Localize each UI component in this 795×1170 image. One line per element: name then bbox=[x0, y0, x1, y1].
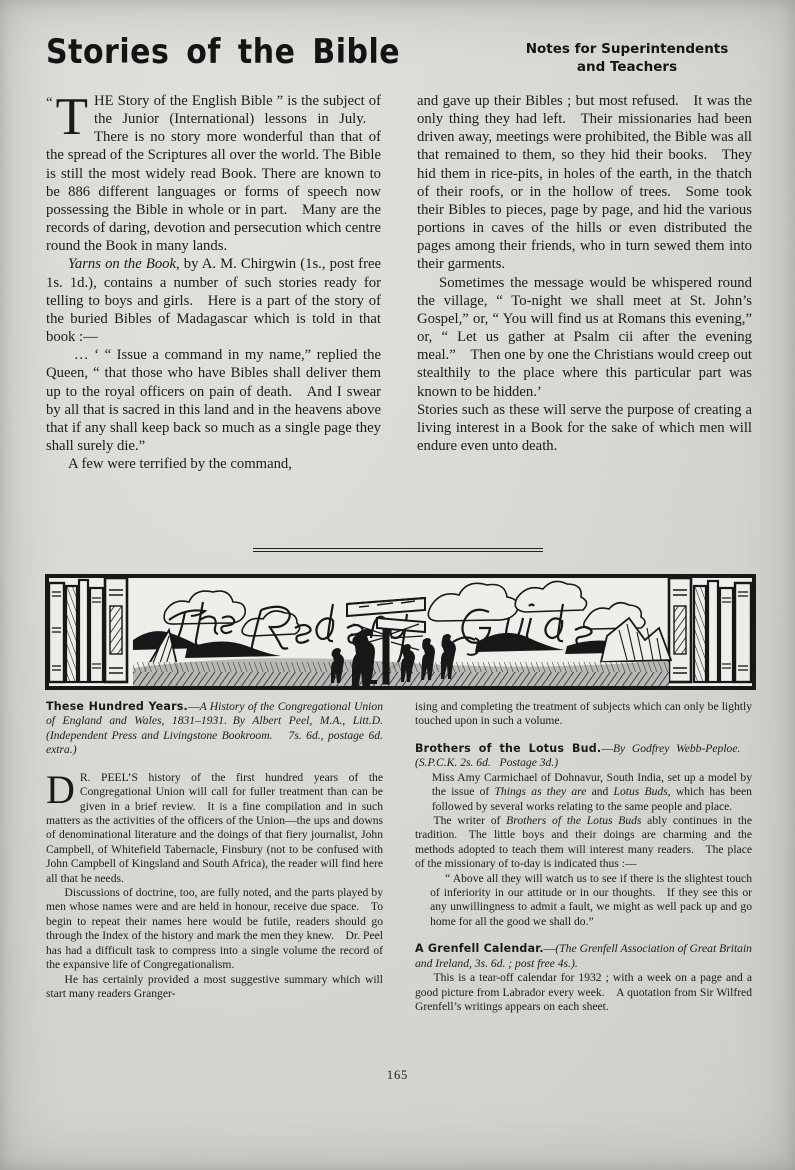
page-number: 165 bbox=[386, 1068, 409, 1082]
drop-cap-t: T bbox=[55, 88, 89, 146]
readers-guide-columns bbox=[46, 700, 752, 1014]
review-heading-a-grenfell-calendar bbox=[415, 942, 752, 971]
lotus-pull-quote: “ Above all they will watch us to see if there is the slightest touch of inferiority in our attitude or in our thoughts. If they see this or any unwillingness to admit a fault, we might as well pack up and go home for all the good we shall do.” bbox=[430, 871, 752, 928]
article-paragraph-5: and gave up their Bibles ; but most refused. It was the only thing they had left. Their missionaries had been driven away, meetings were prohibited, the Bible was all that remained to them, so they hid their books. They hid them in rice-pits, in holes of the earth, in the thatch of their roofs, or in the hollow of trees. Some took their Bibles to pieces, page by page, and hid the various portions in caves of the hills or even distributed the pages among their friends, who in turn sewed them into their garments. bbox=[417, 93, 752, 273]
review-heading-these-hundred-years bbox=[46, 700, 383, 758]
masthead bbox=[46, 32, 752, 76]
book-title-yarns: Yarns on the Book bbox=[68, 256, 177, 273]
lotus-body-paragraph-2 bbox=[415, 814, 752, 872]
drop-cap-d: D bbox=[46, 766, 75, 812]
banner-illustration bbox=[47, 576, 754, 688]
page-title: Stories of the Bible bbox=[46, 32, 401, 72]
grenfell-body-paragraph: This is a tear-off calendar for 1932 ; with a week on a page and a good picture from Labrador every week. A quotation from Sir Wilfred Grenfell’s writings appears on each sheet. bbox=[415, 971, 752, 1014]
em-dash: — bbox=[601, 741, 613, 755]
review-body-paragraph-3: He has certainly provided a most suggestive summary which will start many readers Granger- bbox=[46, 972, 383, 1001]
article-paragraph-2-text: , by A. M. Chirgwin (1s., post free 1s. 1d.), contains a number of such stories ready for telling to boys and girls. Here is a part of the story of the buried Bibles of Madagascar which is told in that book :— bbox=[46, 256, 381, 346]
article-paragraph-3: … ‘ “ Issue a command in my name,” replied the Queen, “ that those who have Bibles shall deliver them up to the royal officers on pain of death. And I swear by all that is sacred in this land and in the heavens above that if any shall keep back so much as a single page they shall surely die.” bbox=[46, 347, 381, 454]
review-body-paragraph-1-text: R. PEEL’S history of the first hundred years of the Congregational Union will call for fuller treatment than can be given in a brief review. It is a fine compilation and in such matters as the activities of the officers of the Union—the ups and downs of denominational literature and the doings of that fiery journalist, John Campbell, of Whitefield Tabernacle, Finsbury (not to be confused with John Campbell of Kingsland and South Africa), the reader will find here all that he needs. bbox=[46, 770, 383, 885]
readers-guide-banner bbox=[45, 574, 756, 690]
review-byline: By Godfrey Webb-Peploe. (S.P.C.K. 2s. 6d. Postage 3d.) bbox=[415, 741, 752, 770]
review-heading-brothers-of-the-lotus-bud bbox=[415, 742, 752, 771]
book-title-lotus-buds: Lotus Buds bbox=[613, 785, 668, 799]
article-paragraph-6: Sometimes the message would be whispered round the village, “ To-night we shall meet at St. John’s Gospel,” or, “ You will find us at Romans this evening,” or, “ Let us gather at Psalm cii after the evening meal.” Then one by one the Christians would creep out stealthily to the place where this particular part was known to be hidden.’ bbox=[417, 274, 752, 400]
article-paragraph-1-text: HE Story of the English Bible ” is the subject of the Junior (International) lessons in July. There is no story more wonderful than that of the spread of the Scriptures all over the world. The Bible is still the most widely read Book. There are known to be 886 different languages or forms of speech now possessing the Bible in whole or in part. Many are the records of daring, devotion and persecution which centre round the Book in many lands. bbox=[46, 93, 381, 255]
em-dash: — bbox=[543, 942, 556, 956]
article-column-right bbox=[417, 92, 752, 473]
lotus-p1-c: , which has been followed by several works relating to the same people and place. bbox=[431, 785, 752, 813]
em-dash: — bbox=[187, 700, 200, 713]
book-spines-right bbox=[669, 578, 751, 682]
lotus-body-paragraph-1 bbox=[415, 771, 752, 814]
notes-heading-line2: and Teachers bbox=[576, 59, 678, 76]
review-title: Brothers of the Lotus Bud. bbox=[415, 741, 602, 755]
article-paragraph-2 bbox=[46, 255, 381, 346]
article-column-left bbox=[46, 88, 381, 473]
notes-heading-line1: Notes for Superintendents bbox=[525, 41, 729, 57]
review-body-paragraph-1 bbox=[46, 766, 383, 886]
lotus-p1-b: and bbox=[586, 785, 614, 799]
lotus-p2-a: The writer of bbox=[433, 813, 507, 827]
guide-column-left bbox=[46, 700, 383, 1014]
book-spines-left bbox=[49, 578, 127, 682]
guide-column-right bbox=[415, 700, 752, 1014]
article-paragraph-7: Stories such as these will serve the purpose of creating a living interest in a Book for the sake of which men will endure even unto death. bbox=[417, 401, 752, 454]
review-title: A Grenfell Calendar. bbox=[415, 942, 544, 956]
article-paragraph-1 bbox=[46, 88, 381, 255]
article-paragraph-4: A few were terrified by the command, bbox=[68, 456, 292, 473]
review-body-paragraph-2: Discussions of doctrine, too, are fully noted, and the parts played by men whose names were and are held in honour, receive due space. To begin to repeat their names here would be futile, readers should go through the Index of the history and mark the men they knew. Dr. Peel has had a difficult task to compress into a single volume the record of the expansive life of Congregationalism. bbox=[46, 886, 383, 972]
notes-heading bbox=[502, 36, 752, 76]
article-columns bbox=[46, 88, 752, 473]
review-imprint: (The Grenfell Association of Great Britain and Ireland, 3s. 6d. ; post free 4s.). bbox=[415, 942, 752, 970]
lotus-p1-a: Miss Amy Carmichael of Dohnavur, South India, set up a model by the issue of bbox=[431, 770, 752, 799]
section-divider-rule bbox=[253, 548, 543, 552]
lotus-p2-b: ably continues in the tradition. The little boys and their doings are charming and the methods adopted to teach them will interest many readers. The place of the missionary of to-day is indicated thus :— bbox=[415, 813, 752, 871]
book-title-things-as-they-are: Things as they are bbox=[494, 785, 587, 799]
opening-quote-mark: “ bbox=[46, 95, 53, 111]
book-title-brothers-of-the-lotus-buds: Brothers of the Lotus Buds bbox=[506, 813, 642, 827]
review-title: These Hundred Years. bbox=[46, 700, 188, 713]
review-carryover-text: ising and completing the treatment of subjects which can only be lightly touched upon in such a volume. bbox=[415, 700, 752, 728]
review-imprint: A History of the Congregational Union of England and Wales, 1831–1931. By Albert Peel, M.A., Litt.D. (Independent Press and Livingstone Bookroom. 7s. 6d., postage 6d. extra.) bbox=[46, 700, 383, 757]
